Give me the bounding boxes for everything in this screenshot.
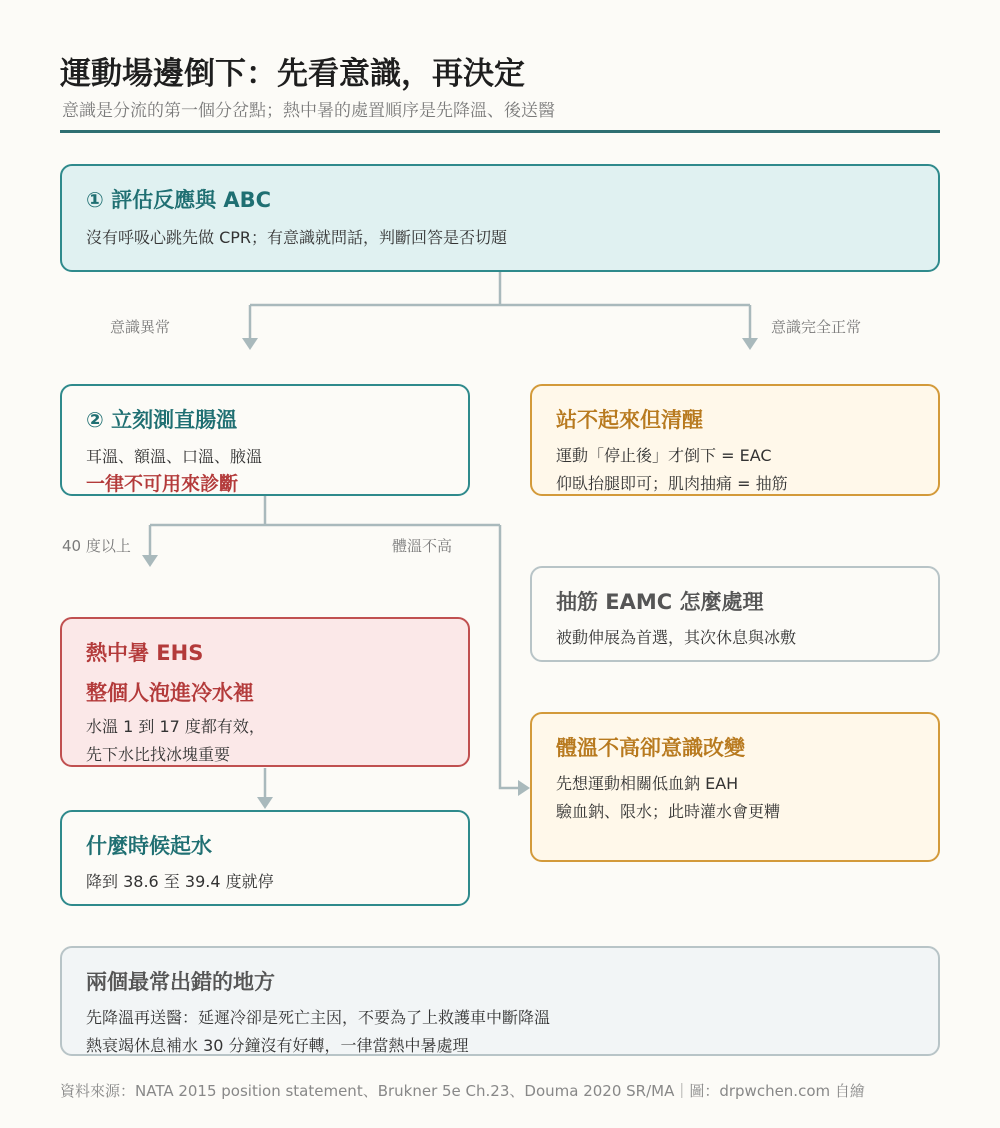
label-not-high: 體溫不高 xyxy=(392,537,453,555)
mistakes-line1: 先降溫再送醫：延遲冷卻是死亡主因，不要為了上救護車中斷降溫 xyxy=(86,1008,551,1027)
arrowhead-not-high xyxy=(518,780,530,796)
exit-water-text: 降到 38.6 至 39.4 度就停 xyxy=(86,872,274,891)
connector-step1-split xyxy=(250,272,750,338)
label-normal: 意識完全正常 xyxy=(771,318,862,336)
eah-line1: 先想運動相關低血鈉 EAH xyxy=(556,774,739,793)
eamc-box xyxy=(530,566,940,662)
eamc-heading: 抽筋 EAMC 怎麼處理 xyxy=(556,590,764,614)
mistakes-heading: 兩個最常出錯的地方 xyxy=(86,970,275,994)
arrowhead-exit xyxy=(257,797,273,809)
eamc-text: 被動伸展為首選，其次休息與冰敷 xyxy=(556,628,797,647)
ehs-line1: 水溫 1 到 17 度都有效， xyxy=(86,717,265,736)
alert-standing-line1: 運動「停止後」才倒下 = EAC xyxy=(556,446,772,465)
ehs-subheading: 整個人泡進冷水裡 xyxy=(86,681,254,705)
arrowhead-abnormal xyxy=(242,338,258,350)
ehs-line2: 先下水比找冰塊重要 xyxy=(86,745,231,764)
step2-rectal-box xyxy=(60,384,470,496)
page-subtitle: 意識是分流的第一個分岔點；熱中暑的處置順序是先降溫、後送醫 xyxy=(62,101,555,121)
label-over40: 40 度以上 xyxy=(62,537,131,555)
eah-box xyxy=(530,712,940,862)
eah-line2: 驗血鈉、限水；此時灌水會更糟 xyxy=(556,802,781,821)
step1-assess-box xyxy=(60,164,940,272)
arrowhead-over40 xyxy=(142,555,158,567)
alert-standing-heading: 站不起來但清醒 xyxy=(556,408,703,432)
ehs-heading: 熱中暑 EHS xyxy=(86,641,204,665)
label-abnormal: 意識異常 xyxy=(110,318,171,336)
step2-warning: 一律不可用來診斷 xyxy=(86,473,239,495)
ehs-box xyxy=(60,617,470,767)
footer-source: 資料來源：NATA 2015 position statement、Brukner 5e Ch.23、Douma 2020 SR/MA｜圖：drpwchen.com 自繪 xyxy=(60,1082,865,1100)
eah-heading: 體溫不高卻意識改變 xyxy=(556,736,745,760)
alert-standing-line2: 仰臥抬腿即可；肌肉抽痛 = 抽筋 xyxy=(556,474,788,493)
arrowhead-normal xyxy=(742,338,758,350)
page-title: 運動場邊倒下：先看意識，再決定 xyxy=(60,56,525,92)
common-mistakes-box xyxy=(60,946,940,1056)
exit-water-box xyxy=(60,810,470,906)
step1-heading: ① 評估反應與 ABC xyxy=(86,188,272,212)
step1-text: 沒有呼吸心跳先做 CPR；有意識就問話，判斷回答是否切題 xyxy=(86,228,508,247)
exit-water-heading: 什麼時候起水 xyxy=(86,834,212,858)
step2-text: 耳溫、額溫、口溫、腋溫 xyxy=(86,447,263,466)
step2-heading: ② 立刻測直腸溫 xyxy=(86,408,238,432)
mistakes-line2: 熱衰竭休息補水 30 分鐘沒有好轉，一律當熱中暑處理 xyxy=(86,1036,469,1055)
alert-standing-box xyxy=(530,384,940,496)
